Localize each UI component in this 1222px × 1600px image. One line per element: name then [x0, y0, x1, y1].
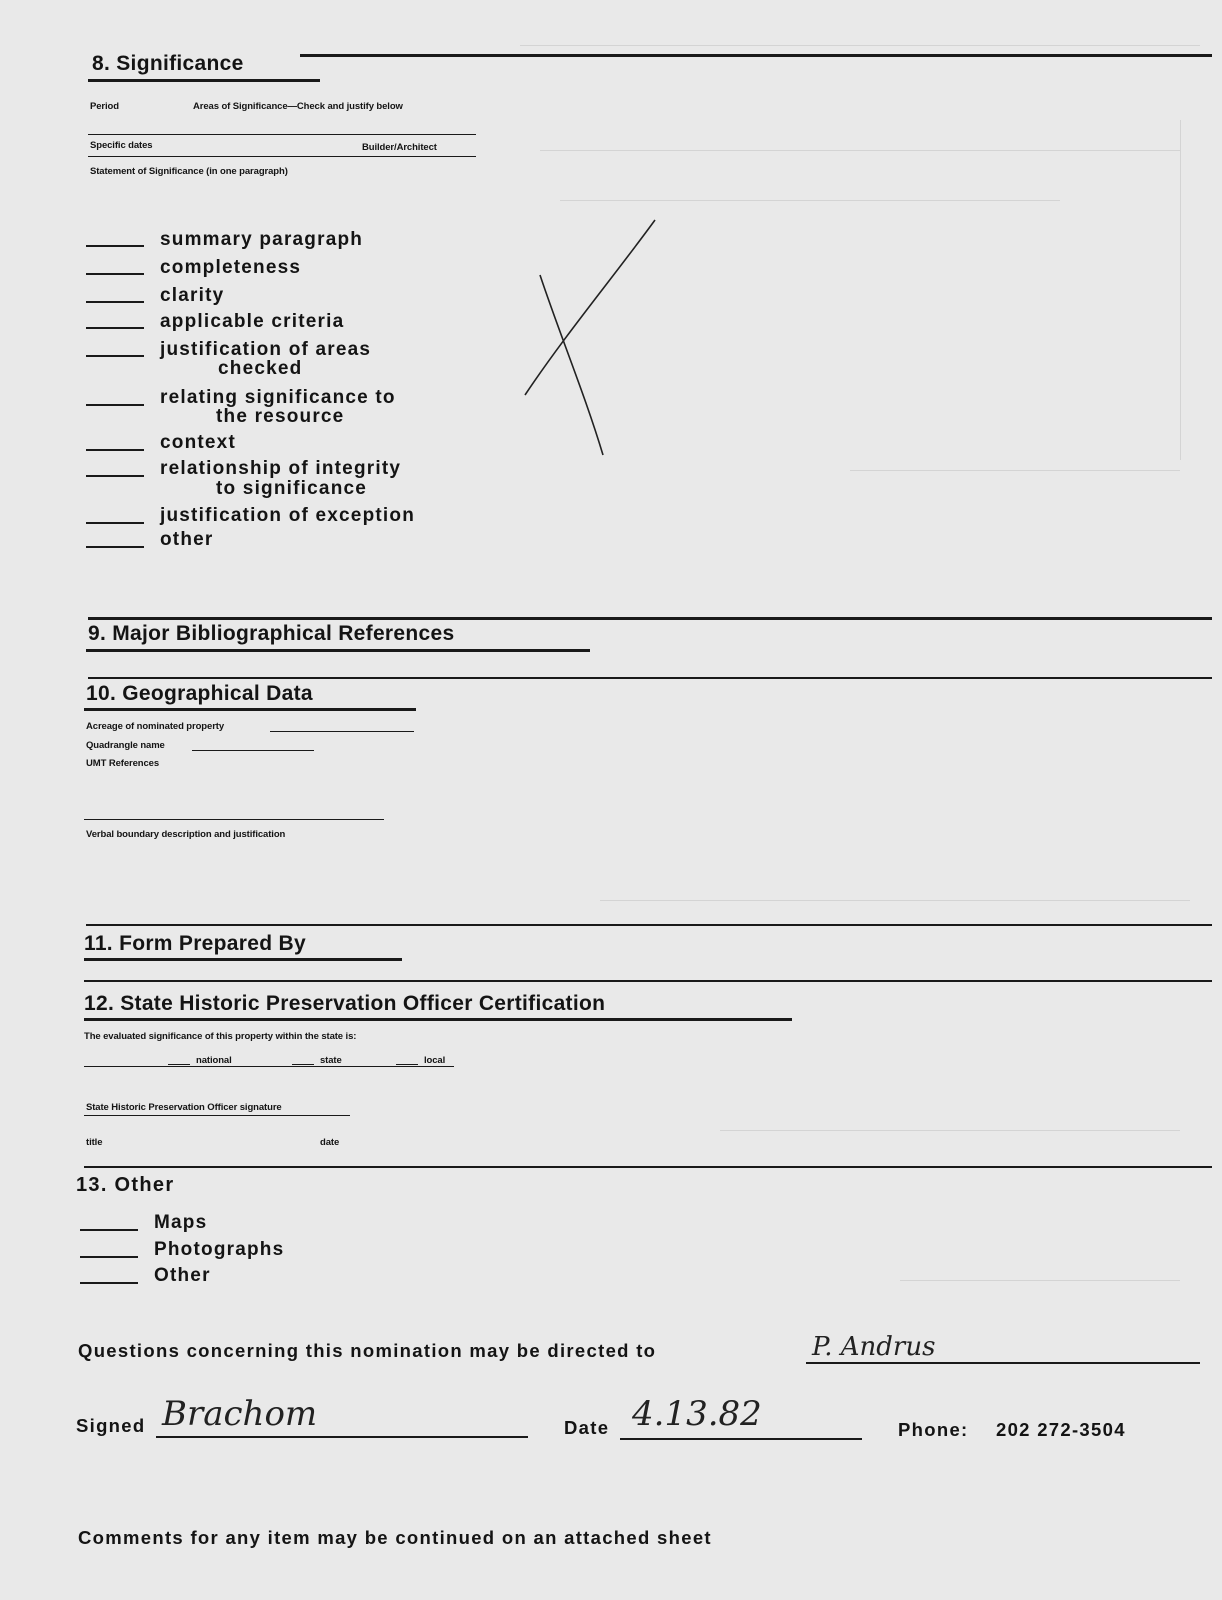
- evaluated-significance-label: The evaluated significance of this property within the state is:: [84, 1031, 357, 1042]
- date-label-small: date: [320, 1137, 340, 1148]
- signature-field-line: [156, 1436, 528, 1438]
- checklist-label: clarity: [160, 285, 225, 306]
- other-label: Other: [154, 1265, 211, 1286]
- checkbox-blank[interactable]: [86, 546, 144, 548]
- checklist-label-continued: checked: [218, 358, 303, 379]
- checkbox-blank[interactable]: [86, 327, 144, 329]
- checklist-label: relating significance to: [160, 387, 396, 408]
- areas-label: Areas of Significance—Check and justify below: [193, 101, 403, 112]
- builder-architect-label: Builder/Architect: [362, 142, 437, 153]
- checkbox-blank[interactable]: [86, 449, 144, 451]
- maps-label: Maps: [154, 1212, 208, 1233]
- section-10-title: 10. Geographical Data: [86, 682, 313, 705]
- checklist-label: completeness: [160, 257, 302, 278]
- section-11-title: 11. Form Prepared By: [84, 932, 306, 955]
- handwritten-cross-mark: [505, 215, 665, 465]
- section-9-underline: [86, 649, 590, 652]
- specific-dates-label: Specific dates: [90, 140, 153, 151]
- date-field-line: [620, 1438, 862, 1440]
- checklist-label: applicable criteria: [160, 311, 345, 332]
- section-10-underline: [84, 708, 416, 711]
- verbal-boundary-field[interactable]: [84, 819, 384, 820]
- phone-label: Phone:: [898, 1419, 969, 1440]
- section-12-top-rule: [84, 980, 1212, 982]
- statement-label: Statement of Significance (in one paragraph): [90, 166, 288, 177]
- contact-field-line: [806, 1362, 1200, 1364]
- checklist-label: relationship of integrity: [160, 458, 402, 479]
- utm-references-label: UMT References: [86, 758, 160, 769]
- section-13-top-rule: [84, 1166, 1212, 1168]
- checklist-label-continued: the resource: [216, 406, 345, 427]
- checkbox-blank[interactable]: [86, 404, 144, 406]
- section-9-title: 9. Major Bibliographical References: [88, 622, 455, 645]
- section-12-title: 12. State Historic Preservation Officer Certification: [84, 992, 606, 1015]
- section-12-underline: [84, 1018, 792, 1021]
- section-13-title: 13. Other: [76, 1174, 175, 1196]
- checklist-label: summary paragraph: [160, 229, 364, 250]
- dates-line: [88, 156, 476, 157]
- section-8-title: 8. Significance: [92, 52, 244, 75]
- checkbox-blank[interactable]: [86, 522, 144, 524]
- verbal-boundary-label: Verbal boundary description and justification: [86, 829, 286, 840]
- local-blank[interactable]: [396, 1064, 418, 1065]
- local-label: local: [424, 1055, 446, 1066]
- checkbox-blank[interactable]: [86, 475, 144, 477]
- comments-text: Comments for any item may be continued on an attached sheet: [78, 1527, 712, 1548]
- date-label: Date: [564, 1417, 610, 1438]
- shpo-signature-label: State Historic Preservation Officer signature: [86, 1102, 282, 1113]
- quadrangle-field[interactable]: [192, 750, 314, 751]
- section-11-top-rule: [86, 924, 1212, 926]
- period-label: Period: [90, 101, 119, 112]
- other-blank[interactable]: [80, 1282, 138, 1284]
- quadrangle-label: Quadrangle name: [86, 740, 165, 751]
- signature-handwritten[interactable]: Brachom: [162, 1394, 318, 1434]
- national-label: national: [196, 1055, 232, 1066]
- section-8-underline: [88, 79, 320, 82]
- section-10-top-rule: [88, 677, 1212, 679]
- section-11-underline: [84, 958, 402, 961]
- significance-level-line: [84, 1066, 454, 1067]
- top-border-line: [300, 54, 1212, 57]
- checkbox-blank[interactable]: [86, 273, 144, 275]
- signed-label: Signed: [76, 1415, 146, 1436]
- photographs-label: Photographs: [154, 1239, 285, 1260]
- shpo-signature-field[interactable]: [84, 1115, 350, 1116]
- acreage-field[interactable]: [270, 731, 414, 732]
- checklist-label: justification of areas: [160, 339, 372, 360]
- date-handwritten[interactable]: 4.13.82: [632, 1394, 762, 1434]
- acreage-label: Acreage of nominated property: [86, 721, 225, 732]
- phone-value: 202 272-3504: [996, 1419, 1126, 1440]
- checkbox-blank[interactable]: [86, 355, 144, 357]
- questions-text: Questions concerning this nomination may be directed to: [78, 1340, 657, 1361]
- contact-name-handwritten[interactable]: P. Andrus: [812, 1332, 936, 1362]
- section-9-top-rule: [88, 617, 1212, 620]
- state-label: state: [320, 1055, 342, 1066]
- title-label: title: [86, 1137, 103, 1148]
- checklist-label: context: [160, 432, 236, 453]
- checklist-label: justification of exception: [160, 505, 415, 526]
- checklist-label: other: [160, 529, 214, 550]
- period-line: [88, 134, 476, 135]
- photographs-blank[interactable]: [80, 1256, 138, 1258]
- checkbox-blank[interactable]: [86, 301, 144, 303]
- checklist-label-continued: to significance: [216, 478, 368, 499]
- national-blank[interactable]: [168, 1064, 190, 1065]
- checkbox-blank[interactable]: [86, 245, 144, 247]
- maps-blank[interactable]: [80, 1229, 138, 1231]
- state-blank[interactable]: [292, 1064, 314, 1065]
